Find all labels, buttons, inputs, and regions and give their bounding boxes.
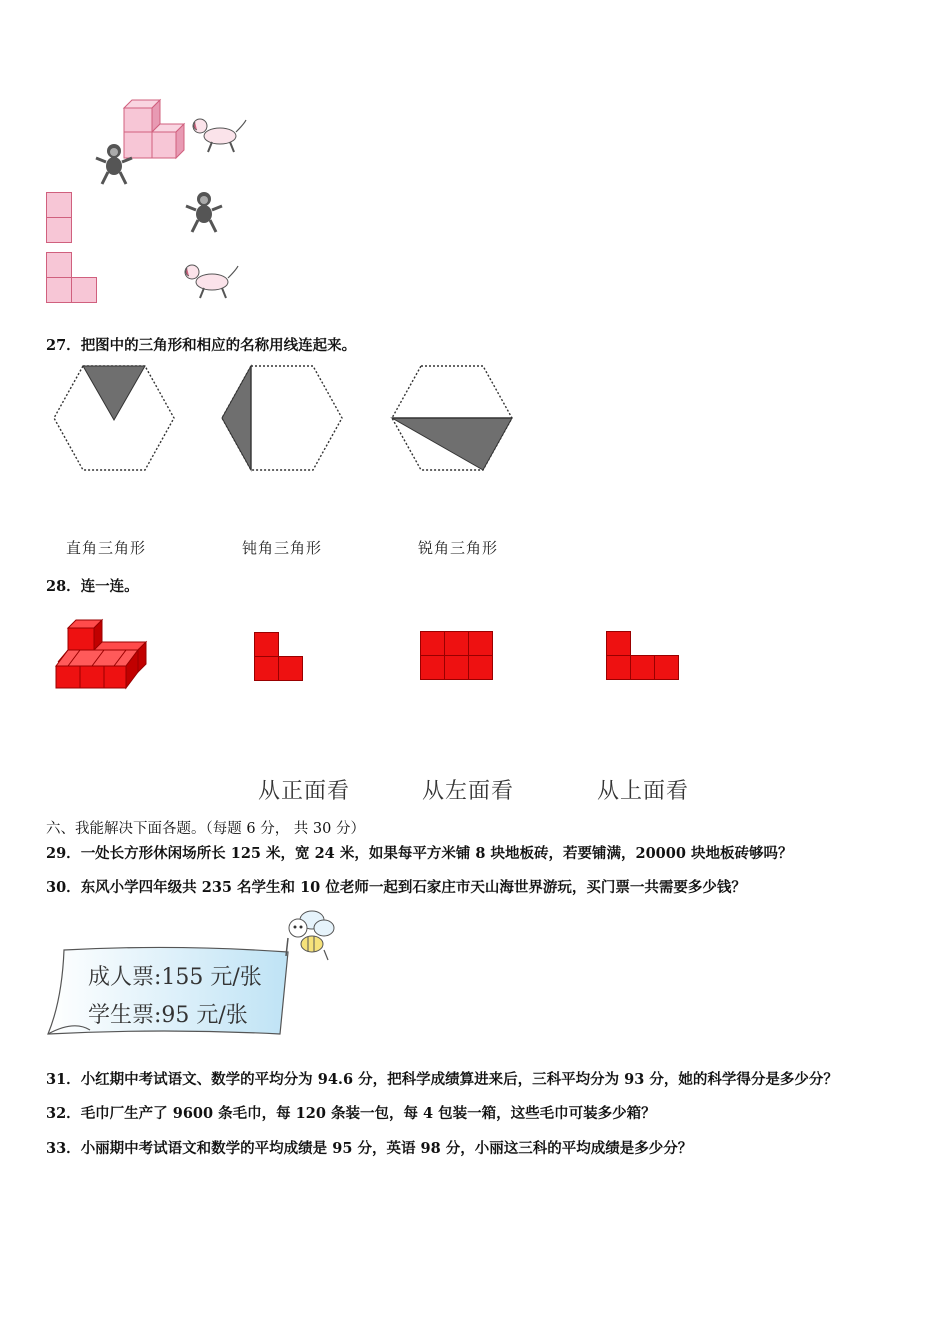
view-label-top: 从上面看 bbox=[597, 779, 690, 804]
question-27 bbox=[46, 336, 356, 356]
question-number: 29． bbox=[46, 845, 81, 862]
section-6-heading: 六、我能解决下面各题。（每题 6 分， 共 30 分） bbox=[46, 821, 365, 837]
question-text: 一处长方形休闲场所长 125 米，宽 24 米，如果每平方米铺 8 块地板砖，若要铺满，20000 块地板砖够吗？ bbox=[80, 845, 793, 862]
question-number: 32． bbox=[46, 1105, 81, 1122]
question-text: 把图中的三角形和相应的名称用线连起来。 bbox=[80, 337, 357, 354]
red-view-3x2 bbox=[420, 631, 496, 683]
dog-icon bbox=[190, 116, 250, 156]
question-30 bbox=[46, 878, 746, 898]
question-32 bbox=[46, 1104, 656, 1124]
question-28 bbox=[46, 577, 139, 597]
question-number: 31． bbox=[46, 1071, 81, 1088]
question-number: 33． bbox=[46, 1140, 81, 1157]
question-number: 27． bbox=[46, 337, 81, 354]
red-cube-solid bbox=[54, 620, 154, 692]
view-two-stacked bbox=[46, 192, 76, 246]
view-label-left: 从左面看 bbox=[422, 779, 515, 804]
view-label-front: 从正面看 bbox=[258, 779, 351, 804]
student-ticket-price: 学生票:95 元/张 bbox=[88, 1003, 248, 1028]
question-text: 连一连。 bbox=[80, 578, 139, 595]
question-31 bbox=[46, 1070, 838, 1090]
question-number: 30． bbox=[46, 879, 81, 896]
question-text: 东风小学四年级共 235 名学生和 10 位老师一起到石家庄市天山海世界游玩，买门票一共需要多少钱？ bbox=[80, 879, 746, 896]
red-view-l-shape bbox=[254, 632, 306, 684]
triangle-label-right: 直角三角形 bbox=[66, 539, 147, 557]
hexagon-figure-2 bbox=[220, 364, 344, 472]
question-text: 小红期中考试语文、数学的平均分为 94.6 分，把科学成绩算进来后，三科平均分为 93 分，她的科学得分是多少分？ bbox=[80, 1071, 838, 1088]
red-view-long-l bbox=[606, 631, 682, 683]
adult-ticket-price: 成人票:155 元/张 bbox=[88, 965, 262, 990]
view-l-shape bbox=[46, 252, 102, 306]
question-text: 毛巾厂生产了 9600 条毛巾，每 120 条装一包，每 4 包装一箱，这些毛巾可装多少箱？ bbox=[80, 1105, 656, 1122]
question-33 bbox=[46, 1139, 692, 1159]
triangle-label-obtuse: 钝角三角形 bbox=[242, 539, 323, 557]
dog-icon bbox=[182, 262, 242, 302]
question-text: 小丽期中考试语文和数学的平均成绩是 95 分，英语 98 分，小丽这三科的平均成绩是多少分？ bbox=[80, 1140, 693, 1157]
hexagon-figure-1 bbox=[52, 364, 176, 472]
question-29 bbox=[46, 844, 793, 864]
bee-icon bbox=[280, 910, 336, 964]
monkey-icon bbox=[184, 190, 226, 234]
hexagon-figure-3 bbox=[390, 364, 514, 472]
monkey-icon bbox=[94, 142, 136, 186]
triangle-label-acute: 锐角三角形 bbox=[418, 539, 499, 557]
question-number: 28． bbox=[46, 578, 81, 595]
